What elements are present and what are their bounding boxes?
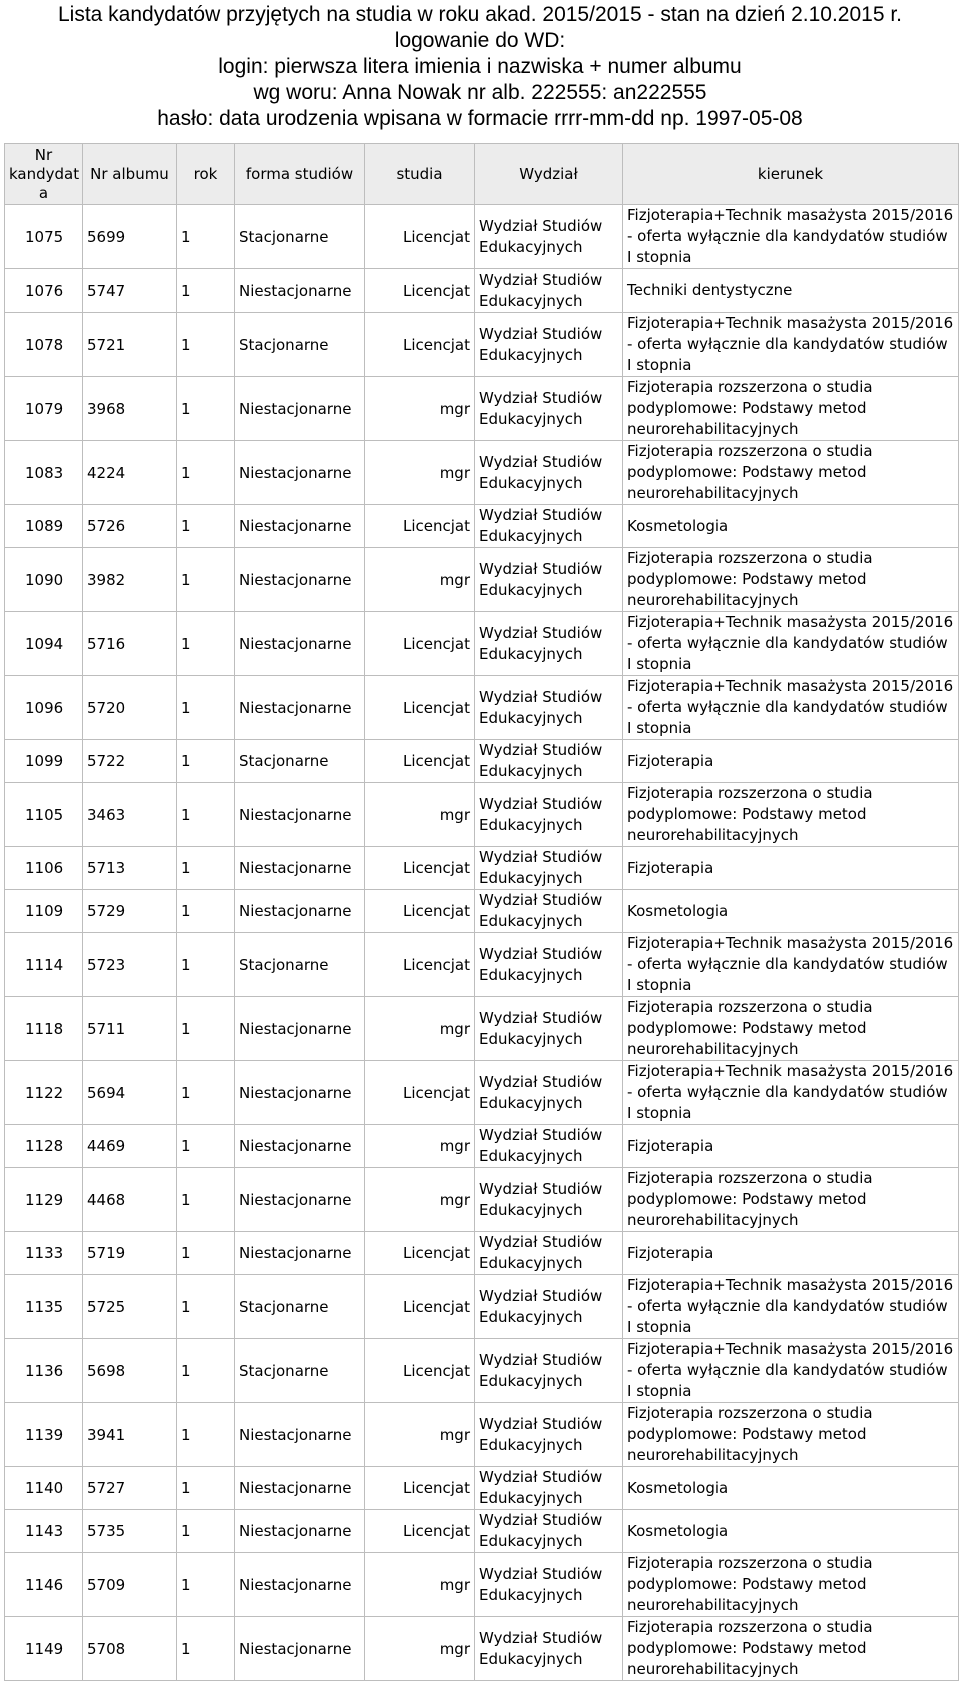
cell-kierunek: Fizjoterapia rozszerzona o studia podyplomowe: Podstawy metod neurorehabilitacyjnych <box>623 548 959 612</box>
cell-forma-studiow: Stacjonarne <box>235 1275 365 1339</box>
cell-studia: Licencjat <box>365 676 475 740</box>
cell-studia: Licencjat <box>365 1275 475 1339</box>
cell-nr-albumu: 5709 <box>83 1553 177 1617</box>
cell-wydzial: Wydział Studiów Edukacyjnych <box>475 1339 623 1403</box>
cell-nr-albumu: 5711 <box>83 997 177 1061</box>
cell-forma-studiow: Stacjonarne <box>235 1339 365 1403</box>
cell-rok: 1 <box>177 313 235 377</box>
cell-nr-albumu: 5726 <box>83 505 177 548</box>
cell-forma-studiow: Niestacjonarne <box>235 269 365 313</box>
cell-rok: 1 <box>177 1168 235 1232</box>
cell-nr-kandydata: 1078 <box>5 313 83 377</box>
login-heading: logowanie do WD: <box>394 29 566 52</box>
cell-nr-albumu: 5698 <box>83 1339 177 1403</box>
cell-wydzial: Wydział Studiów Edukacyjnych <box>475 933 623 997</box>
table-row <box>5 505 959 548</box>
cell-kierunek: Fizjoterapia+Technik masażysta 2015/2016 - oferta wyłącznie dla kandydatów studiów I stopnia <box>623 676 959 740</box>
cell-nr-kandydata: 1146 <box>5 1553 83 1617</box>
table-row <box>5 1275 959 1339</box>
table-row <box>5 1403 959 1467</box>
cell-nr-kandydata: 1096 <box>5 676 83 740</box>
cell-kierunek: Fizjoterapia rozszerzona o studia podyplomowe: Podstawy metod neurorehabilitacyjnych <box>623 1617 959 1681</box>
cell-studia: Licencjat <box>365 847 475 890</box>
cell-studia: Licencjat <box>365 1510 475 1553</box>
cell-nr-albumu: 3941 <box>83 1403 177 1467</box>
cell-nr-albumu: 3968 <box>83 377 177 441</box>
cell-nr-kandydata: 1106 <box>5 847 83 890</box>
cell-kierunek: Fizjoterapia rozszerzona o studia podyplomowe: Podstawy metod neurorehabilitacyjnych <box>623 377 959 441</box>
cell-kierunek: Fizjoterapia rozszerzona o studia podyplomowe: Podstawy metod neurorehabilitacyjnych <box>623 1168 959 1232</box>
cell-wydzial: Wydział Studiów Edukacyjnych <box>475 505 623 548</box>
table-row <box>5 740 959 783</box>
cell-rok: 1 <box>177 612 235 676</box>
cell-forma-studiow: Stacjonarne <box>235 205 365 269</box>
column-header-nr-kandydata: Nr kandydat a <box>5 144 83 205</box>
cell-nr-kandydata: 1118 <box>5 997 83 1061</box>
table-row <box>5 1061 959 1125</box>
cell-wydzial: Wydział Studiów Edukacyjnych <box>475 377 623 441</box>
cell-studia: mgr <box>365 1125 475 1168</box>
cell-nr-albumu: 5735 <box>83 1510 177 1553</box>
cell-kierunek: Fizjoterapia+Technik masażysta 2015/2016 - oferta wyłącznie dla kandydatów studiów I stopnia <box>623 1339 959 1403</box>
cell-nr-kandydata: 1122 <box>5 1061 83 1125</box>
table-row <box>5 1617 959 1681</box>
cell-nr-kandydata: 1089 <box>5 505 83 548</box>
cell-nr-albumu: 5721 <box>83 313 177 377</box>
cell-nr-kandydata: 1135 <box>5 1275 83 1339</box>
cell-studia: mgr <box>365 1617 475 1681</box>
cell-rok: 1 <box>177 847 235 890</box>
cell-nr-albumu: 5713 <box>83 847 177 890</box>
column-header-nr-albumu: Nr albumu <box>83 144 177 205</box>
cell-kierunek: Fizjoterapia rozszerzona o studia podyplomowe: Podstawy metod neurorehabilitacyjnych <box>623 1553 959 1617</box>
table-header-row <box>5 144 959 205</box>
cell-studia: mgr <box>365 1553 475 1617</box>
column-header-wydzial: Wydział <box>475 144 623 205</box>
cell-forma-studiow: Stacjonarne <box>235 313 365 377</box>
cell-kierunek: Fizjoterapia rozszerzona o studia podyplomowe: Podstawy metod neurorehabilitacyjnych <box>623 441 959 505</box>
table-row <box>5 1168 959 1232</box>
cell-studia: Licencjat <box>365 933 475 997</box>
table-row <box>5 1553 959 1617</box>
cell-studia: Licencjat <box>365 269 475 313</box>
cell-kierunek: Fizjoterapia rozszerzona o studia podyplomowe: Podstawy metod neurorehabilitacyjnych <box>623 997 959 1061</box>
cell-kierunek: Fizjoterapia rozszerzona o studia podyplomowe: Podstawy metod neurorehabilitacyjnych <box>623 1403 959 1467</box>
cell-wydzial: Wydział Studiów Edukacyjnych <box>475 1061 623 1125</box>
table-row <box>5 1125 959 1168</box>
cell-studia: mgr <box>365 1168 475 1232</box>
table-row <box>5 205 959 269</box>
cell-nr-albumu: 3982 <box>83 548 177 612</box>
cell-rok: 1 <box>177 548 235 612</box>
cell-rok: 1 <box>177 441 235 505</box>
cell-rok: 1 <box>177 205 235 269</box>
cell-rok: 1 <box>177 933 235 997</box>
document-header <box>0 0 960 132</box>
cell-rok: 1 <box>177 676 235 740</box>
cell-wydzial: Wydział Studiów Edukacyjnych <box>475 1617 623 1681</box>
cell-rok: 1 <box>177 1403 235 1467</box>
cell-rok: 1 <box>177 1617 235 1681</box>
cell-wydzial: Wydział Studiów Edukacyjnych <box>475 890 623 933</box>
cell-studia: mgr <box>365 997 475 1061</box>
cell-nr-albumu: 5725 <box>83 1275 177 1339</box>
cell-kierunek: Fizjoterapia+Technik masażysta 2015/2016 - oferta wyłącznie dla kandydatów studiów I stopnia <box>623 205 959 269</box>
cell-nr-albumu: 5719 <box>83 1232 177 1275</box>
cell-studia: mgr <box>365 783 475 847</box>
cell-kierunek: Fizjoterapia <box>623 1232 959 1275</box>
cell-forma-studiow: Niestacjonarne <box>235 890 365 933</box>
cell-nr-kandydata: 1109 <box>5 890 83 933</box>
cell-studia: Licencjat <box>365 1467 475 1510</box>
cell-nr-albumu: 3463 <box>83 783 177 847</box>
cell-nr-kandydata: 1105 <box>5 783 83 847</box>
cell-studia: mgr <box>365 548 475 612</box>
cell-wydzial: Wydział Studiów Edukacyjnych <box>475 612 623 676</box>
cell-nr-albumu: 5727 <box>83 1467 177 1510</box>
table-row <box>5 783 959 847</box>
cell-nr-albumu: 5708 <box>83 1617 177 1681</box>
cell-rok: 1 <box>177 1467 235 1510</box>
login-instruction: login: pierwsza litera imienia i nazwiska + numer albumu <box>218 55 742 78</box>
cell-rok: 1 <box>177 890 235 933</box>
cell-nr-kandydata: 1133 <box>5 1232 83 1275</box>
cell-rok: 1 <box>177 269 235 313</box>
cell-nr-kandydata: 1143 <box>5 1510 83 1553</box>
cell-nr-kandydata: 1083 <box>5 441 83 505</box>
cell-nr-kandydata: 1075 <box>5 205 83 269</box>
column-header-rok: rok <box>177 144 235 205</box>
table-row <box>5 313 959 377</box>
cell-nr-albumu: 4468 <box>83 1168 177 1232</box>
cell-nr-albumu: 5720 <box>83 676 177 740</box>
cell-rok: 1 <box>177 783 235 847</box>
cell-studia: mgr <box>365 1403 475 1467</box>
table-row <box>5 890 959 933</box>
column-header-kierunek: kierunek <box>623 144 959 205</box>
cell-nr-albumu: 5716 <box>83 612 177 676</box>
column-header-studia: studia <box>365 144 475 205</box>
cell-nr-kandydata: 1136 <box>5 1339 83 1403</box>
cell-wydzial: Wydział Studiów Edukacyjnych <box>475 1467 623 1510</box>
cell-forma-studiow: Niestacjonarne <box>235 1125 365 1168</box>
cell-nr-kandydata: 1140 <box>5 1467 83 1510</box>
cell-studia: Licencjat <box>365 205 475 269</box>
cell-nr-kandydata: 1079 <box>5 377 83 441</box>
cell-nr-kandydata: 1114 <box>5 933 83 997</box>
cell-forma-studiow: Niestacjonarne <box>235 997 365 1061</box>
cell-kierunek: Fizjoterapia <box>623 847 959 890</box>
table-row <box>5 269 959 313</box>
cell-wydzial: Wydział Studiów Edukacyjnych <box>475 1232 623 1275</box>
cell-studia: mgr <box>365 441 475 505</box>
cell-nr-kandydata: 1094 <box>5 612 83 676</box>
cell-rok: 1 <box>177 1275 235 1339</box>
cell-kierunek: Kosmetologia <box>623 1510 959 1553</box>
cell-kierunek: Fizjoterapia <box>623 1125 959 1168</box>
cell-studia: Licencjat <box>365 1232 475 1275</box>
cell-rok: 1 <box>177 1125 235 1168</box>
cell-forma-studiow: Niestacjonarne <box>235 1467 365 1510</box>
cell-forma-studiow: Niestacjonarne <box>235 1403 365 1467</box>
cell-forma-studiow: Niestacjonarne <box>235 1617 365 1681</box>
cell-rok: 1 <box>177 377 235 441</box>
password-instruction: hasło: data urodzenia wpisana w formacie rrrr-mm-dd np. 1997-05-08 <box>157 107 803 130</box>
table-row <box>5 676 959 740</box>
table-row <box>5 1232 959 1275</box>
cell-studia: mgr <box>365 377 475 441</box>
table-body <box>5 205 959 1681</box>
table-row <box>5 377 959 441</box>
table-row <box>5 1467 959 1510</box>
cell-forma-studiow: Niestacjonarne <box>235 612 365 676</box>
cell-nr-albumu: 4224 <box>83 441 177 505</box>
cell-wydzial: Wydział Studiów Edukacyjnych <box>475 997 623 1061</box>
cell-nr-albumu: 5699 <box>83 205 177 269</box>
cell-nr-albumu: 4469 <box>83 1125 177 1168</box>
cell-nr-albumu: 5729 <box>83 890 177 933</box>
cell-kierunek: Fizjoterapia+Technik masażysta 2015/2016 - oferta wyłącznie dla kandydatów studiów I stopnia <box>623 313 959 377</box>
cell-forma-studiow: Niestacjonarne <box>235 783 365 847</box>
cell-forma-studiow: Niestacjonarne <box>235 377 365 441</box>
cell-kierunek: Fizjoterapia rozszerzona o studia podyplomowe: Podstawy metod neurorehabilitacyjnych <box>623 783 959 847</box>
cell-studia: Licencjat <box>365 313 475 377</box>
cell-kierunek: Fizjoterapia+Technik masażysta 2015/2016 - oferta wyłącznie dla kandydatów studiów I stopnia <box>623 612 959 676</box>
cell-forma-studiow: Niestacjonarne <box>235 1168 365 1232</box>
cell-forma-studiow: Niestacjonarne <box>235 1061 365 1125</box>
cell-studia: Licencjat <box>365 505 475 548</box>
cell-forma-studiow: Niestacjonarne <box>235 676 365 740</box>
table-row <box>5 997 959 1061</box>
cell-kierunek: Kosmetologia <box>623 1467 959 1510</box>
cell-forma-studiow: Niestacjonarne <box>235 1510 365 1553</box>
cell-kierunek: Kosmetologia <box>623 505 959 548</box>
cell-rok: 1 <box>177 1553 235 1617</box>
cell-nr-kandydata: 1099 <box>5 740 83 783</box>
cell-kierunek: Kosmetologia <box>623 890 959 933</box>
cell-nr-kandydata: 1128 <box>5 1125 83 1168</box>
cell-forma-studiow: Niestacjonarne <box>235 847 365 890</box>
cell-kierunek: Fizjoterapia+Technik masażysta 2015/2016 - oferta wyłącznie dla kandydatów studiów I stopnia <box>623 1061 959 1125</box>
cell-wydzial: Wydział Studiów Edukacyjnych <box>475 313 623 377</box>
document-title: Lista kandydatów przyjętych na studia w roku akad. 2015/2015 - stan na dzień 2.10.2015 r. <box>57 3 903 26</box>
cell-nr-kandydata: 1090 <box>5 548 83 612</box>
cell-nr-kandydata: 1129 <box>5 1168 83 1232</box>
candidates-table <box>4 143 959 1681</box>
cell-rok: 1 <box>177 1510 235 1553</box>
cell-wydzial: Wydział Studiów Edukacyjnych <box>475 740 623 783</box>
cell-forma-studiow: Stacjonarne <box>235 740 365 783</box>
table-row <box>5 612 959 676</box>
table-row <box>5 441 959 505</box>
cell-rok: 1 <box>177 1339 235 1403</box>
cell-nr-albumu: 5722 <box>83 740 177 783</box>
table-row <box>5 1510 959 1553</box>
cell-nr-albumu: 5723 <box>83 933 177 997</box>
cell-wydzial: Wydział Studiów Edukacyjnych <box>475 1125 623 1168</box>
table-row <box>5 548 959 612</box>
cell-wydzial: Wydział Studiów Edukacyjnych <box>475 441 623 505</box>
cell-studia: Licencjat <box>365 1061 475 1125</box>
cell-wydzial: Wydział Studiów Edukacyjnych <box>475 1275 623 1339</box>
column-header-forma-studiow: forma studiów <box>235 144 365 205</box>
table-row <box>5 1339 959 1403</box>
login-example: wg woru: Anna Nowak nr alb. 222555: an222555 <box>253 81 707 104</box>
cell-wydzial: Wydział Studiów Edukacyjnych <box>475 1510 623 1553</box>
cell-wydzial: Wydział Studiów Edukacyjnych <box>475 269 623 313</box>
cell-studia: Licencjat <box>365 890 475 933</box>
cell-forma-studiow: Niestacjonarne <box>235 548 365 612</box>
cell-kierunek: Fizjoterapia+Technik masażysta 2015/2016 - oferta wyłącznie dla kandydatów studiów I stopnia <box>623 1275 959 1339</box>
cell-studia: Licencjat <box>365 612 475 676</box>
cell-forma-studiow: Niestacjonarne <box>235 505 365 548</box>
cell-studia: Licencjat <box>365 740 475 783</box>
table-row <box>5 847 959 890</box>
cell-wydzial: Wydział Studiów Edukacyjnych <box>475 548 623 612</box>
table-row <box>5 933 959 997</box>
cell-forma-studiow: Stacjonarne <box>235 933 365 997</box>
cell-wydzial: Wydział Studiów Edukacyjnych <box>475 205 623 269</box>
cell-rok: 1 <box>177 1232 235 1275</box>
cell-kierunek: Techniki dentystyczne <box>623 269 959 313</box>
cell-wydzial: Wydział Studiów Edukacyjnych <box>475 1403 623 1467</box>
cell-rok: 1 <box>177 1061 235 1125</box>
cell-forma-studiow: Niestacjonarne <box>235 1232 365 1275</box>
cell-rok: 1 <box>177 740 235 783</box>
cell-rok: 1 <box>177 505 235 548</box>
cell-wydzial: Wydział Studiów Edukacyjnych <box>475 1553 623 1617</box>
cell-kierunek: Fizjoterapia+Technik masażysta 2015/2016 - oferta wyłącznie dla kandydatów studiów I stopnia <box>623 933 959 997</box>
cell-nr-kandydata: 1149 <box>5 1617 83 1681</box>
cell-forma-studiow: Niestacjonarne <box>235 441 365 505</box>
cell-nr-albumu: 5747 <box>83 269 177 313</box>
cell-wydzial: Wydział Studiów Edukacyjnych <box>475 847 623 890</box>
cell-kierunek: Fizjoterapia <box>623 740 959 783</box>
cell-rok: 1 <box>177 997 235 1061</box>
cell-studia: Licencjat <box>365 1339 475 1403</box>
cell-wydzial: Wydział Studiów Edukacyjnych <box>475 676 623 740</box>
cell-wydzial: Wydział Studiów Edukacyjnych <box>475 1168 623 1232</box>
cell-wydzial: Wydział Studiów Edukacyjnych <box>475 783 623 847</box>
cell-forma-studiow: Niestacjonarne <box>235 1553 365 1617</box>
cell-nr-kandydata: 1139 <box>5 1403 83 1467</box>
cell-nr-kandydata: 1076 <box>5 269 83 313</box>
cell-nr-albumu: 5694 <box>83 1061 177 1125</box>
